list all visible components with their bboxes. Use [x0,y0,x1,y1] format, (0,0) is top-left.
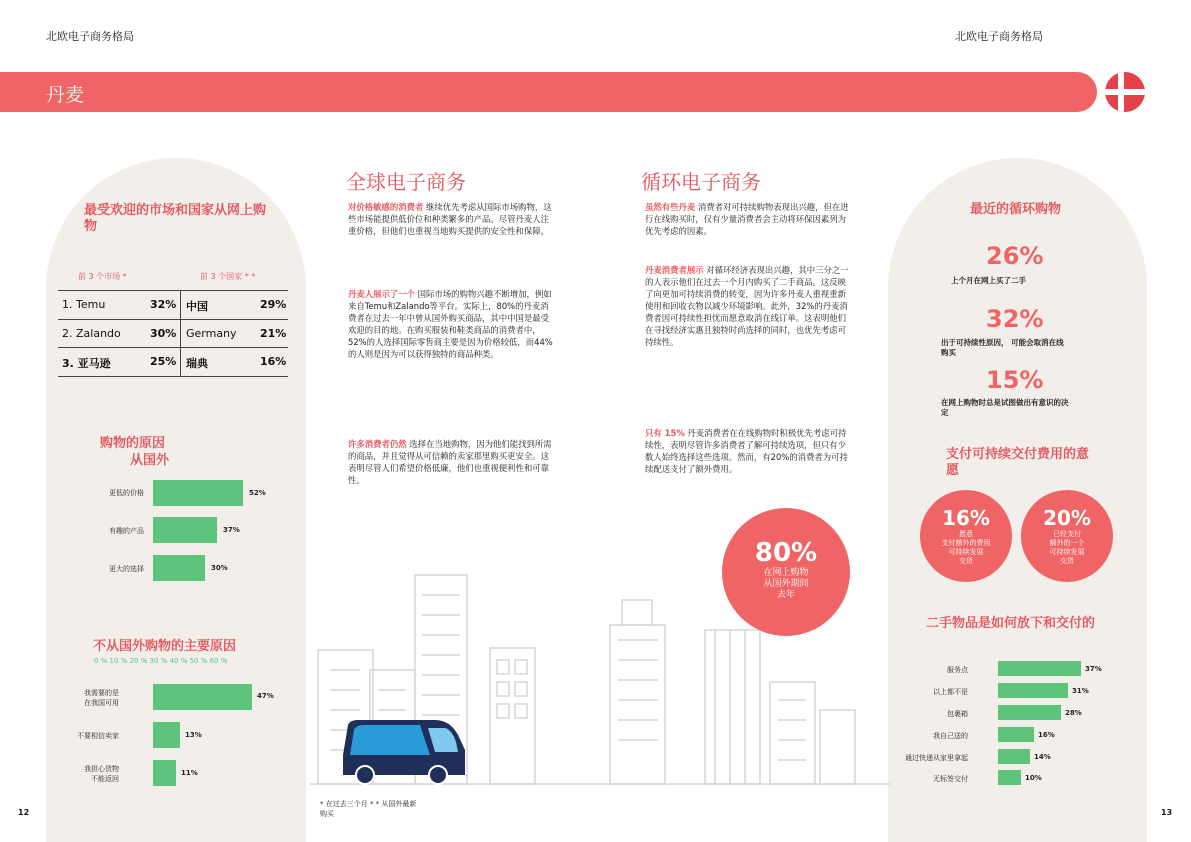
page-number-right: 13 [1161,808,1173,817]
secondhand-value-5: 14% [1034,753,1051,761]
pay-1-l2: 支付额外的费用 [941,539,991,547]
market-name-1: 1. Temu [62,298,106,311]
pay-1-l4: 交货 [959,557,973,565]
not-abroad-bar-2 [153,722,180,748]
reason-value-3: 30% [211,564,228,572]
not-abroad-bar-1 [153,684,252,710]
table-line [58,290,288,291]
pay-1-l3: 可持续发展 [948,548,984,556]
secondhand-value-2: 31% [1072,687,1089,695]
secondhand-bar-1 [998,661,1081,676]
secondhand-title: 二手物品是如何放下和交付的 [926,616,1096,631]
pay-circle-2 [1021,490,1113,582]
not-abroad-value-1: 47% [257,692,274,700]
reasons-title-1: 购物的原因 [100,436,166,451]
recent-desc-2b: 购买 [941,348,956,357]
secondhand-value-6: 10% [1025,774,1042,782]
page-number-left: 12 [18,808,30,817]
secondhand-value-4: 16% [1038,731,1055,739]
footnote-line1: * 在过去三个月 * * 从国外最新 [320,800,417,808]
pay-2-l2: 额外的一个 [1049,539,1085,547]
reason-bar-2 [153,517,217,543]
recent-pct-3: 15% [986,366,1044,394]
abroad-80-circle [722,508,850,636]
header-right: 北欧电子商务格局 [955,30,1043,43]
secondhand-bar-3 [998,705,1061,720]
secondhand-value-3: 28% [1065,709,1082,717]
country-name-1: 中国 [186,300,208,313]
market-pct-2: 30% [150,327,177,340]
recent-desc-2a: 出于可持续性原因， 可能会取消在线 [941,338,1064,347]
secondhand-bar-6 [998,770,1021,785]
title-band [0,72,1097,112]
circular-para-1: 虽然有些丹麦 消费者对可持续购物表现出兴趣，但在进行在线购买时，仅有少量消费者会主动将环保因素列为优先考虑的因素。 [645,202,849,236]
not-abroad-label-3b: 不能返回 [91,775,119,783]
markets-title: 最受欢迎的市场和国家从网上购物 [84,203,267,234]
secondhand-bar-2 [998,683,1068,698]
recent-pct-1: 26% [986,242,1044,270]
reason-label-2: 有趣的产品 [109,527,144,535]
table-line [58,347,288,348]
not-abroad-label-1b: 在我国可用 [84,699,119,707]
country-name-2: Germany [186,327,237,340]
reason-bar-3 [153,555,205,581]
abroad-80-line1: 在网上购物 [763,568,809,578]
recent-desc-1: 上个月在网上买了二手 [951,276,1026,285]
abroad-80-pct: 80% [754,538,818,568]
recent-desc-3b: 定 [941,408,949,417]
secondhand-label-4: 我自己送的 [933,732,968,740]
not-abroad-value-3: 11% [181,769,198,777]
reasons-title-2: 从国外 [130,453,170,468]
reason-label-1: 更低的价格 [109,489,144,497]
header-left: 北欧电子商务格局 [46,30,134,43]
secondhand-bar-4 [998,727,1034,742]
not-abroad-label-3a: 我担心货物 [84,765,119,773]
abroad-80-line2: 从国外期间 [763,579,809,589]
secondhand-bar-5 [998,749,1030,764]
not-abroad-value-2: 13% [185,731,202,739]
pay-2-l3: 可持续发展 [1049,548,1085,556]
recent-title: 最近的循环购物 [970,202,1062,217]
country-pct-3: 16% [260,355,287,368]
footnote-line2: 购买 [320,810,334,818]
pay-1-l1: 愿意 [959,530,973,538]
table-divider [180,290,181,376]
pay-title: 支付可持续交付费用的意愿 [946,447,1090,478]
recent-pct-2: 32% [986,305,1044,333]
secondhand-label-6: 无标签交付 [933,775,968,783]
pay-pct-2: 20% [1043,506,1091,530]
recent-desc-3a: 在网上购物时总是试图做出有意识的决 [941,398,1069,407]
market-name-2: 2. Zalando [62,327,121,340]
secondhand-label-1: 服务点 [947,666,968,674]
not-abroad-label-2a: 不要相信卖家 [77,732,119,740]
denmark-flag-icon [1105,72,1145,112]
not-abroad-axis: 0 % 10 % 20 % 30 % 40 % 50 % 60 % [94,657,228,665]
not-abroad-bar-3 [153,760,176,786]
secondhand-label-5: 通过快递从家里拿起 [905,754,968,762]
reason-value-2: 37% [223,526,240,534]
secondhand-value-1: 37% [1085,665,1102,673]
not-abroad-label-1a: 我需要的是 [84,689,119,697]
not-abroad-title: 不从国外购物的主要原因 [93,639,237,654]
country-name-3: 瑞典 [186,357,208,370]
table-line [58,319,288,320]
market-pct-3: 25% [150,355,177,368]
global-title: 全球电子商务 [346,170,466,194]
secondhand-label-2: 以上都不是 [933,688,968,696]
pay-2-l4: 交货 [1060,557,1074,565]
circular-title: 循环电子商务 [641,170,761,194]
global-para-2: 丹麦人展示了一个 国际市场的购物兴趣不断增加，例如来自Temu和Zalando等平台。实际上，80%的丹麦消费者在过去一年中曾从国外购买商品，其中中国是最受欢迎的目的地。在购买服装和鞋类商品的消费者中，52%的人选择国际零售商主要是因为价格较低，而44%的人则是因为可以获得独特的商品种类。 [348,289,553,359]
reason-bar-1 [153,480,243,506]
market-name-3: 3. 亚马逊 [62,357,111,370]
country-pct-2: 21% [260,327,287,340]
markets-col-header: 前 3 个市场 * [78,272,127,281]
circular-para-3: 只有 15% 丹麦消费者在在线购物时积极优先考虑可持续性，表明尽管许多消费者了解可持续选项，但只有少数人始终选择这些选项。然而，有20%的消费者为可持续配送支付了额外费用。 [645,428,848,474]
country-pct-1: 29% [260,298,287,311]
pay-2-l1: 已经支付 [1053,530,1081,538]
global-para-1: 对价格敏感的消费者 继续优先考虑从国际市场购物，这些市场能提供低价位和种类繁多的产品。尽管丹麦人注重价格，但他们也重视当地购买提供的安全性和保障。 [348,202,552,236]
reason-label-3: 更大的选择 [109,565,144,573]
market-pct-1: 32% [150,298,177,311]
pay-circle-1 [920,490,1012,582]
global-para-3: 许多消费者仍然 选择在当地购物，因为他们能找到所需的商品，并且觉得从可信赖的卖家那里购买更安全。这表明尽管人们希望价格低廉，他们也重视便利性和可靠性。 [348,439,552,485]
table-line [58,376,288,377]
abroad-80-line3: 去年 [776,590,795,600]
secondhand-label-3: 包裹箱 [947,710,968,718]
countries-col-header: 前 3 个国家 * * [200,272,256,281]
circular-para-2: 丹麦消费者展示 对循环经济表现出兴趣，其中三分之一的人表示他们在过去一个月内购买了二手商品。这反映了向更加可持续消费的转变，因为许多丹麦人重视重新使用和回收衣物以减少环境影响。此外，32%的丹麦消费者因可持续性担忧而愿意取消在线订单。这表明他们在寻找经济实惠且独特时尚选择的同时，也优先考虑可持续性。 [645,265,849,347]
reason-value-1: 52% [249,489,266,497]
pay-pct-1: 16% [942,506,990,530]
page-title: 丹麦 [46,84,85,106]
